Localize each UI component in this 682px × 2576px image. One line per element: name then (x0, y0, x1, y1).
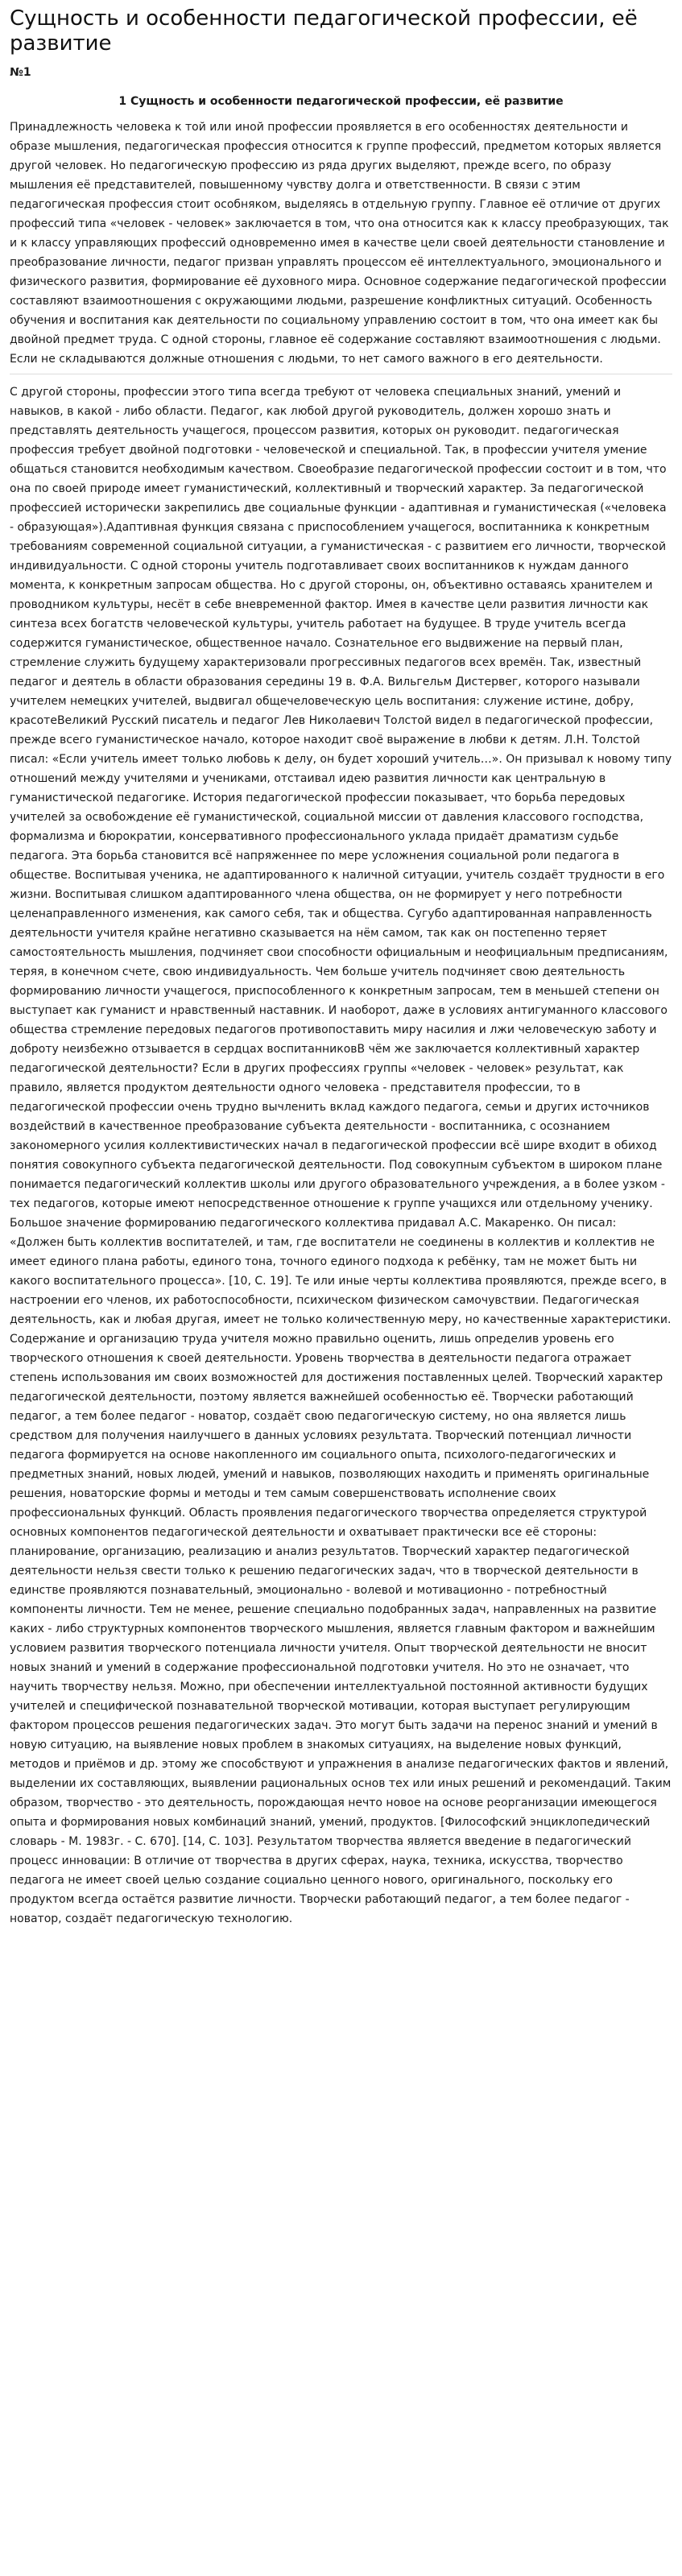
page-title: Сущность и особенности педагогической профессии, её развитие (10, 6, 638, 56)
document-number: №1 (10, 66, 31, 79)
paragraph-1: Принадлежность человека к той или иной профессии проявляется в его особенностях деятельности и образе мышления, педагогическая профессия относится к группе профессий, предметом которых является другой человек. Но педагогическую профессию из ряда других выделяют, прежде всего, по образу мышления её представителей, повышенному чувству долга и ответственности. В связи с этим педагогическая профессия стоит особняком, выделяясь в отдельную группу. Главное её отличие от других профессий типа «человек - человек» заключается в том, что она относится как к классу преобразующих, так и к классу управляющих профессий одновременно имея в качестве цели своей деятельности становление и преобразование личности, педагог призван управлять процессом её интеллектуального, эмоционального и физического развития, формирование её духовного мира. Основное содержание педагогической профессии составляют взаимоотношения с окружающими людьми, разрешение конфликтных ситуаций. Особенность обучения и воспитания как деятельности по социальному управлению состоит в том, что она имеет как бы двойной предмет труда. С одной стороны, главное её содержание составляют взаимоотношения с людьми. Если не складываются должные отношения с людьми, то нет самого важного в его деятельности. (10, 121, 669, 366)
section-heading: 1 Сущность и особенности педагогической профессии, её развитие (118, 95, 564, 108)
paragraph-2: С другой стороны, профессии этого типа всегда требуют от человека специальных знаний, умений и навыков, в какой - либо области. Педагог, как любой другой руководитель, должен хорошо знать и представлять деятельность учащегося, процессом развития, которых он руководит. педагогическая профессия требует двойной подготовки - человеческой и специальной. Так, в профессии учителя умение общаться становится необходимым качеством. Своеобразие педагогической профессии состоит и в том, что она по своей природе имеет гуманистический, коллективный и творческий характер. За педагогической профессией исторически закрепились две социальные функции - адаптивная и гуманистическая («человека - образующая»).Адаптивная функция связана с приспособлением учащегося, воспитанника к конкретным требованиям современной социальной ситуации, а гуманистическая - с развитием его личности, творческой индивидуальности. С одной стороны учитель подготавливает своих воспитанников к нуждам данного момента, к конкретным запросам общества. Но с другой стороны, он, объективно оставаясь хранителем и проводником культуры, несёт в себе вневременной фактор. Имея в качестве цели развития личности как синтеза всех богатств человеческой культуры, учитель работает на будущее. В труде учитель всегда содержится гуманистическое, общественное начало. Сознательное его выдвижение на первый план, стремление служить будущему характеризовали прогрессивных педагогов всех времён. Так, известный педагог и деятель в области образования середины 19 в. Ф.А. Вильгельм Дистервег, которого называли учителем немецких учителей, выдвигал общечеловеческую цель воспитания: служение истине, добру, красотеВеликий Русский писатель и педагог Лев Николаевич Толстой видел в педагогической профессии, прежде всего гуманистическое начало, которое находит своё выражение в любви к детям. Л.Н. Толстой писал: «Если учитель имеет только любовь к делу, он будет хороший учитель…». Он призывал к новому типу отношений между учителями и учениками, отстаивал идею развития личности как центральную в гуманистической педагогике. История педагогической профессии показывает, что борьба передовых учителей за освобождение её гуманистической, социальной миссии от давления классового господства, формализма и бюрократии, консервативного профессионального уклада придаёт драматизм судьбе педагога. Эта борьба становится всё напряженнее по мере усложнения социальной роли педагога в обществе. Воспитывая ученика, не адаптированного к наличной ситуации, учитель создаёт трудности в его жизни. Воспитывая слишком адаптированного члена общества, он не формирует у него потребности целенаправленного изменения, как самого себя, так и общества. Сугубо адаптированная направленность деятельности учителя крайне негативно сказывается на нём самом, так как он постепенно теряет самостоятельность мышления, подчиняет свои способности официальным и неофициальным предписаниям, теряя, в конечном счете, свою индивидуальность. Чем больше учитель подчиняет свою деятельность формированию личности учащегося, приспособленного к конкретным запросам, тем в меньшей степени он выступает как гуманист и нравственный наставник. И наоборот, даже в условиях антигуманного классового общества стремление передовых педагогов противопоставить миру насилия и лжи человеческую заботу и доброту неизбежно отзывается в сердцах воспитанниковВ чём же заключается коллективный характер педагогической деятельности? Если в других профессиях группы «человек - человек» результат, как правило, является продуктом деятельности одного человека - представителя профессии, то в педагогической профессии очень трудно вычленить вклад каждого педагога, семьи и других источников воздействий в качественное преобразование субъекта деятельности - воспитанника, с осознанием закономерного усилия коллективистических начал в педагогической профессии всё шире входит в обиход понятия совокупного субъекта педагогической деятельности. Под совокупным субъектом в широком плане понимается педагогический коллектив школы или другого образовательного учреждения, а в более узком - тех педагогов, которые имеют непосредственное отношение к группе учащихся или отдельному ученику. Большое значение формированию педагогического коллектива придавал А.С. Макаренко. Он писал: «Должен быть коллектив воспитателей, и там, где воспитатели не соединены в коллектив и коллектив не имеет единого плана работы, единого тона, точного единого подхода к ребёнку, там не может быть ни какого воспитательного процесса». [10, С. 19]. Те или иные черты коллектива проявляются, прежде всего, в настроении его членов, их работоспособности, психическом физическом самочувствии. Педагогическая деятельность, как и любая другая, имеет не только количественную меру, но качественные характеристики. Содержание и организацию труда учителя можно правильно оценить, лишь определив уровень его творческого отношения к своей деятельности. Уровень творчества в деятельности педагога отражает степень использования им своих возможностей для достижения поставленных целей. Творческий характер педагогической деятельности, поэтому является важнейшей особенностью её. Творчески работающий педагог, а тем более педагог - новатор, создаёт свою педагогическую систему, но она является лишь средством для получения наилучшего в данных условиях результата. Творческий потенциал личности педагога формируется на основе накопленного им социального опыта, психолого-педагогических и предметных знаний, новых людей, умений и навыков, позволяющих находить и применять оригинальные решения, новаторские формы и методы и тем самым совершенствовать исполнение своих профессиональных функций. Область проявления педагогического творчества определяется структурой основных компонентов педагогической деятельности и охватывает практически все её стороны: планирование, организацию, реализацию и анализ результатов. Творческий характер педагогической деятельности нельзя свести только к решению педагогических задач, что в творческой деятельности в единстве проявляются познавательный, эмоционально - волевой и мотивационно - потребностный компоненты личности. Тем не менее, решение специально подобранных задач, направленных на развитие каких - либо структурных компонентов творческого мышления, является главным фактором и важнейшим условием развития творческого потенциала личности учителя. Опыт творческой деятельности не вносит новых знаний и умений в содержание профессиональной подготовки учителя. Но это не означает, что научить творчеству нельзя. Можно, при обеспечении интеллектуальной постоянной активности будущих учителей и специфической познавательной творческой мотивации, которая выступает регулирующим фактором процессов решения педагогических задач. Это могут быть задачи на перенос знаний и умений в новую ситуацию, на выявление новых проблем в знакомых ситуациях, на выделение новых функций, методов и приёмов и др. этому же способствуют и упражнения в анализе педагогических фактов и явлений, выделении их составляющих, выявлении рациональных основ тех или иных решений и рекомендаций. Таким образом, творчество - это деятельность, порождающая нечто новое на основе реорганизации имеющегося опыта и формирования новых комбинаций знаний, умений, продуктов. [Философский энциклопедический словарь - М. 1983г. - С. 670]. [14, С. 103]. Результатом творчества является введение в педагогический процесс инновации: В отличие от творчества в других сферах, наука, техника, искусства, творчество педагога не имеет своей целью создание социально ценного нового, оригинального, поскольку его продуктом всегда остаётся развитие личности. Творчески работающий педагог, а тем более педагог - новатор, создаёт педагогическую технологию. (10, 386, 672, 1925)
